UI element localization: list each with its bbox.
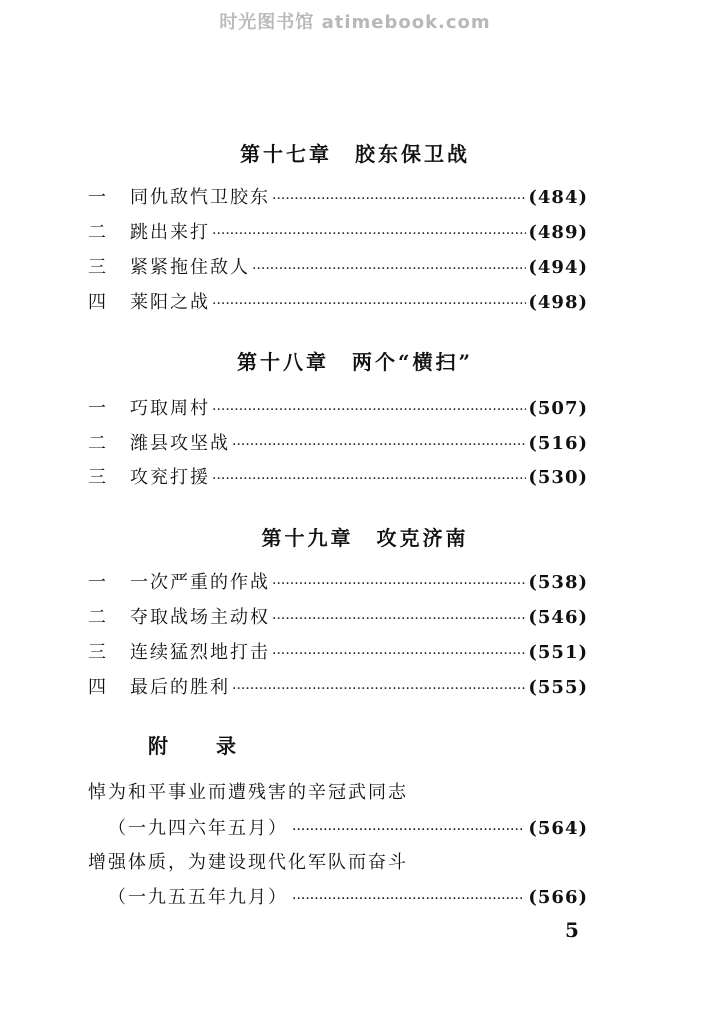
entry-number: 一 xyxy=(88,572,106,593)
dot-leader xyxy=(212,402,526,418)
appendix-item-title[interactable]: 悼为和平事业而遭残害的辛冠武同志 xyxy=(88,782,408,803)
entry-title: 最后的胜利 xyxy=(130,677,230,698)
dot-leader xyxy=(232,437,526,453)
entry-number: 三 xyxy=(88,467,106,488)
entry-page: (555) xyxy=(528,677,588,698)
dot-leader xyxy=(272,191,526,207)
dot-leader xyxy=(272,611,526,627)
entry-number: 二 xyxy=(88,607,106,628)
entry-page: (530) xyxy=(528,467,588,488)
toc-entry[interactable] xyxy=(88,638,588,664)
dot-leader xyxy=(232,681,526,697)
entry-title: 一次严重的作战 xyxy=(130,572,270,593)
dot-leader xyxy=(292,891,524,907)
entry-page: (484) xyxy=(528,187,588,208)
dot-leader xyxy=(272,646,526,662)
dot-leader xyxy=(212,296,526,312)
toc-entry[interactable] xyxy=(88,218,588,244)
appendix-item-page: (564) xyxy=(528,818,588,839)
entry-page: (494) xyxy=(528,257,588,278)
toc-entry[interactable] xyxy=(88,429,588,455)
entry-page: (507) xyxy=(528,398,588,419)
entry-title: 紧紧拖住敌人 xyxy=(130,257,250,278)
appendix-item-date: （一九四六年五月） xyxy=(108,818,288,839)
dot-leader xyxy=(212,471,526,487)
entry-number: 二 xyxy=(88,433,106,454)
toc-entry[interactable] xyxy=(88,568,588,594)
entry-number: 四 xyxy=(88,677,106,698)
entry-title: 连续猛烈地打击 xyxy=(130,642,270,663)
dot-leader xyxy=(292,822,524,838)
entry-number: 三 xyxy=(88,642,106,663)
entry-title: 潍县攻坚战 xyxy=(130,433,230,454)
entry-title: 夺取战场主动权 xyxy=(130,607,270,628)
toc-entry[interactable] xyxy=(88,603,588,629)
entry-title: 攻兖打援 xyxy=(130,467,210,488)
entry-page: (538) xyxy=(528,572,588,593)
dot-leader xyxy=(252,261,526,277)
entry-number: 一 xyxy=(88,187,106,208)
page-number: 5 xyxy=(565,918,579,942)
entry-number: 四 xyxy=(88,292,106,313)
appendix-heading-char: 录 xyxy=(216,734,244,758)
appendix-item-date: （一九五五年九月） xyxy=(108,887,288,908)
entry-page: (498) xyxy=(528,292,588,313)
appendix-item-line[interactable] xyxy=(108,814,588,840)
entry-title: 巧取周村 xyxy=(130,398,210,419)
toc-entry[interactable] xyxy=(88,463,588,489)
dot-leader xyxy=(272,576,526,592)
entry-page: (516) xyxy=(528,433,588,454)
toc-entry[interactable] xyxy=(88,253,588,279)
entry-page: (551) xyxy=(528,642,588,663)
chapter-heading: 第十九章 攻克济南 xyxy=(261,526,469,550)
entry-number: 二 xyxy=(88,222,106,243)
toc-entry[interactable] xyxy=(88,673,588,699)
toc-entry[interactable] xyxy=(88,183,588,209)
toc-entry[interactable] xyxy=(88,288,588,314)
entry-number: 一 xyxy=(88,398,106,419)
watermark: 时光图书馆 atimebook.com xyxy=(219,12,491,33)
entry-number: 三 xyxy=(88,257,106,278)
appendix-item-title[interactable]: 增强体质，为建设现代化军队而奋斗 xyxy=(88,852,408,873)
toc-entry[interactable] xyxy=(88,394,588,420)
entry-title: 莱阳之战 xyxy=(130,292,210,313)
entry-page: (546) xyxy=(528,607,588,628)
appendix-heading xyxy=(148,730,284,759)
appendix-item-line[interactable] xyxy=(108,883,588,909)
dot-leader xyxy=(212,226,526,242)
appendix-item-page: (566) xyxy=(528,887,588,908)
chapter-heading: 第十七章 胶东保卫战 xyxy=(240,142,470,166)
chapter-heading: 第十八章 两个“横扫” xyxy=(236,350,473,374)
entry-page: (489) xyxy=(528,222,588,243)
entry-title: 跳出来打 xyxy=(130,222,210,243)
entry-title: 同仇敌忾卫胶东 xyxy=(130,187,270,208)
appendix-heading-char: 附 xyxy=(148,734,176,758)
